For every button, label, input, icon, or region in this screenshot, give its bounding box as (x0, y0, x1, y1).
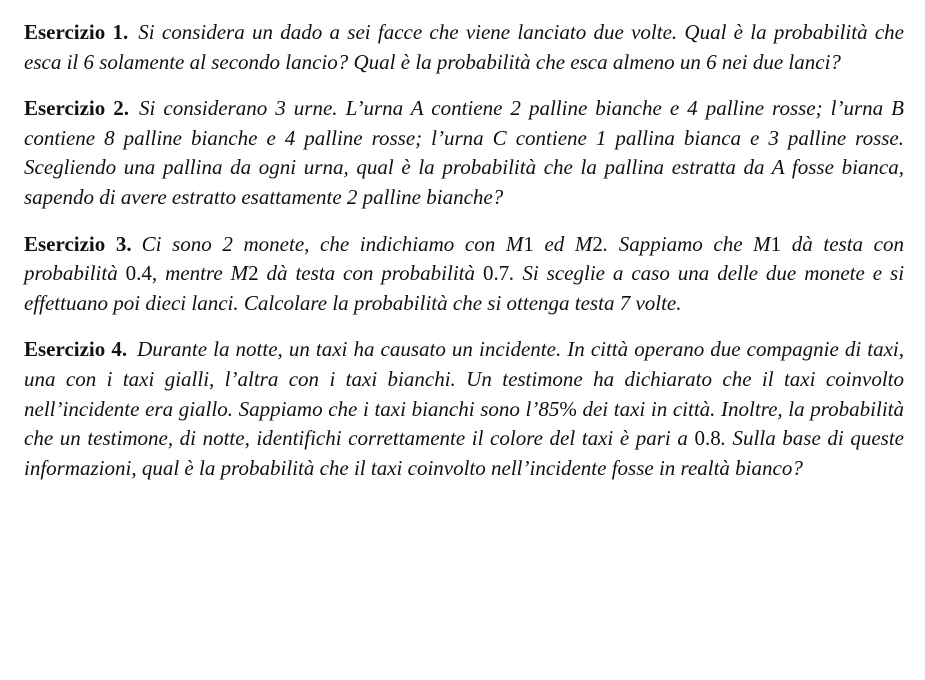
exercise-3-segment: dà testa con probabilità (258, 261, 483, 286)
exercise-4-number: 0.8 (694, 426, 721, 451)
exercise-2-title: Esercizio 2. (24, 96, 130, 121)
exercise-3-segment: Ci sono 2 monete, che indichiamo con M (141, 231, 524, 256)
exercise-3-number: 0.7 (482, 261, 510, 286)
exercise-3 (24, 230, 904, 319)
exercise-3-segment: , mentre M (151, 261, 249, 286)
exercise-4 (24, 335, 904, 483)
exercise-1-text: Si considera un dado a sei facce che viene lanciato due volte. Qual è la probabilità che esca il 6 solamente al secondo lancio? Qual è la probabilità che esca almeno un 6 nei due lanci? (24, 20, 904, 74)
exercise-4-segment: dei taxi in città. Inoltre, la probabilità che un testimone, di notte, identifichi correttamente il colore del taxi è pari a (24, 396, 905, 451)
exercise-3-segment: . Si sceglie a caso una delle due monete e si effettuano poi dieci lanci. Calcolare la probabilità che si ottenga testa 7 volte. (24, 261, 905, 315)
exercise-3-number: 1 (770, 231, 782, 256)
exercise-4-text (24, 337, 904, 479)
exercise-3-number: 1 (523, 231, 534, 256)
exercise-2 (24, 94, 904, 212)
exercise-2-text: Si considerano 3 urne. L’urna A contiene 2 palline bianche e 4 palline rosse; l’urna B contiene 8 palline bianche e 4 palline rosse; l’urna C contiene 1 pallina bianca e 3 palline rosse. Scegliendo una pallina da ogni urna, qual è la probabilità che la pallina estratta da A fosse bianca, sapendo di avere estratto esattamente 2 palline bianche? (24, 96, 904, 209)
exercise-4-title: Esercizio 4. (24, 337, 128, 362)
exercise-4-segment: . Sulla base di queste informazioni, qual è la probabilità che il taxi coinvolto nell’incidente fosse in realtà bianco? (24, 426, 904, 480)
exercise-sheet (24, 18, 904, 500)
exercise-3-number: 0.4 (125, 261, 152, 286)
exercise-3-title: Esercizio 3. (24, 231, 132, 256)
exercise-3-segment: dà testa con probabilità (24, 231, 904, 286)
exercise-3-segment: ed M (533, 231, 593, 256)
exercise-4-segment: Durante la notte, un taxi ha causato un incidente. In città operano due compagnie di taxi, una con i taxi gialli, l’altra con i taxi bianchi. Un testimone ha dichiarato che il taxi coinvolto nell’incidente era giallo. Sappiamo che i taxi bianchi sono l’85 (24, 337, 904, 421)
exercise-3-number: 2 (592, 231, 603, 256)
exercise-1-title: Esercizio 1. (24, 20, 129, 44)
exercise-4-number: % (559, 396, 577, 421)
exercise-1 (24, 18, 904, 77)
exercise-3-segment: . Sappiamo che M (602, 231, 771, 256)
exercise-3-text (24, 232, 904, 315)
exercise-3-number: 2 (248, 261, 259, 286)
